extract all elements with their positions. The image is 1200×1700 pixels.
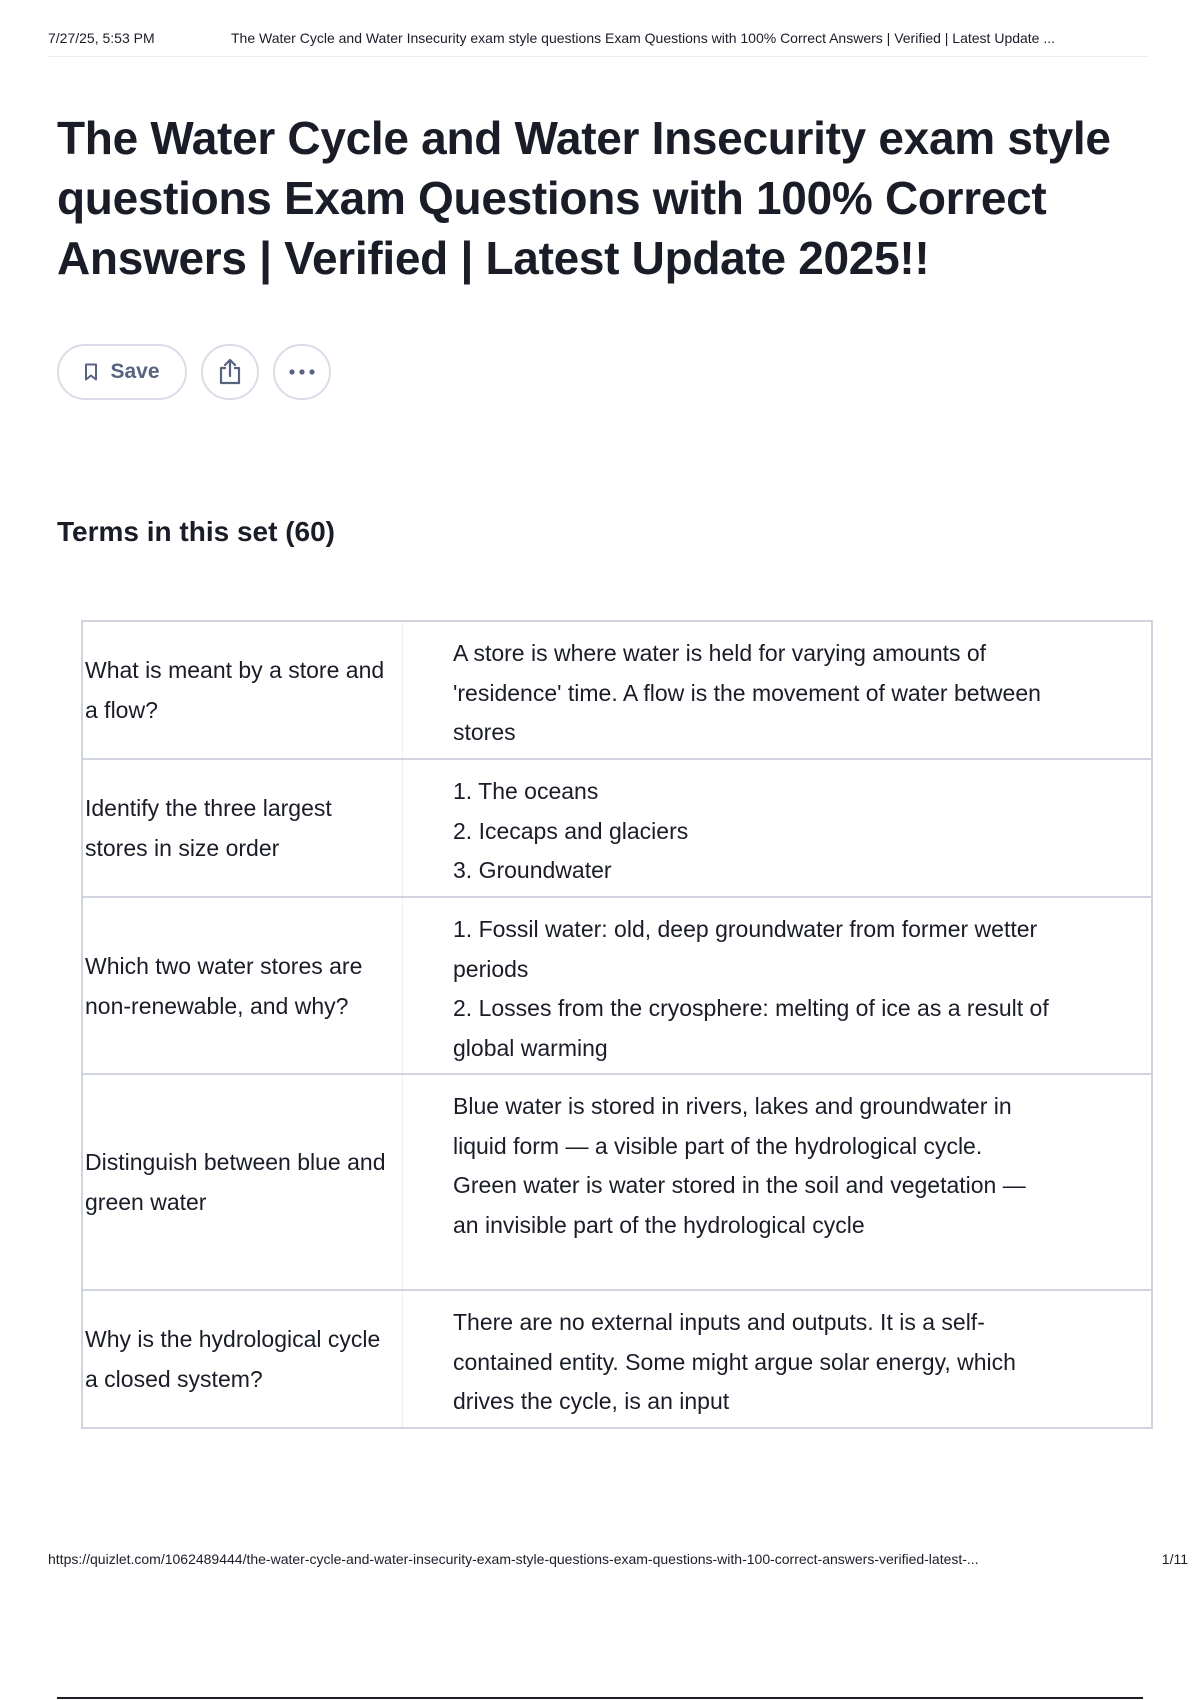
definition-line: There are no external inputs and outputs. It is a self-contained entity. Some might argue solar energy, which drives the cycle, is an input bbox=[453, 1309, 1016, 1414]
share-button[interactable] bbox=[201, 344, 259, 400]
definition-line: 2. Icecaps and glaciers bbox=[453, 817, 689, 844]
print-datetime: 7/27/25, 5:53 PM bbox=[48, 30, 155, 46]
page-title: The Water Cycle and Water Insecurity exam style questions Exam Questions with 100% Correct Answers | Verified | Latest Update 2025!! bbox=[57, 112, 1111, 284]
save-button-label: Save bbox=[110, 360, 160, 383]
term-row bbox=[83, 758, 1151, 896]
bottom-divider bbox=[57, 1697, 1143, 1699]
definition-line: 1. Fossil water: old, deep groundwater from former wetter periods bbox=[453, 916, 1038, 982]
term-row bbox=[83, 1289, 1151, 1427]
definition-text bbox=[403, 1075, 1151, 1289]
term-text: What is meant by a store and a flow? bbox=[83, 622, 403, 758]
share-icon bbox=[217, 358, 243, 386]
definition-line: Blue water is stored in rivers, lakes and groundwater in liquid form — a visible part of the hydrological cycle. Green water is water stored in the soil and vegetation — an invisible part of the hydrological cycle bbox=[453, 1093, 1026, 1238]
term-text: Distinguish between blue and green water bbox=[83, 1075, 403, 1289]
print-document-title: The Water Cycle and Water Insecurity exam style questions Exam Questions with 100% Correct Answers | Verified | Latest Update ... bbox=[231, 30, 1056, 46]
definition-text bbox=[403, 898, 1151, 1073]
term-row bbox=[83, 622, 1151, 758]
page-indicator: 1/11 bbox=[1161, 1551, 1188, 1567]
definition-line: 1. The oceans bbox=[453, 778, 599, 804]
save-button[interactable] bbox=[57, 344, 187, 400]
term-row bbox=[83, 896, 1151, 1073]
more-icon bbox=[288, 368, 316, 376]
term-text: Why is the hydrological cycle a closed system? bbox=[83, 1291, 403, 1427]
definition-line: A store is where water is held for varying amounts of 'residence' time. A flow is the movement of water between stores bbox=[453, 640, 1041, 745]
page-url: https://quizlet.com/1062489444/the-water-cycle-and-water-insecurity-exam-style-questions-exam-questions-with-100-correct-answers-verified-latest-... bbox=[48, 1551, 979, 1567]
definition-line: 3. Groundwater bbox=[453, 857, 612, 883]
print-footer bbox=[48, 1551, 1188, 1571]
term-row bbox=[83, 1073, 1151, 1289]
terms-heading: Terms in this set (60) bbox=[57, 516, 336, 547]
definition-line: 2. Losses from the cryosphere: melting of ice as a result of global warming bbox=[453, 995, 1049, 1061]
header-divider bbox=[48, 56, 1148, 57]
definition-text bbox=[403, 760, 1151, 896]
action-bar bbox=[57, 342, 331, 402]
term-text: Which two water stores are non-renewable, and why? bbox=[83, 898, 403, 1073]
bookmark-icon bbox=[84, 363, 98, 381]
term-text: Identify the three largest stores in size order bbox=[83, 760, 403, 896]
terms-table bbox=[81, 620, 1153, 1429]
definition-text bbox=[403, 622, 1151, 758]
definition-text bbox=[403, 1291, 1151, 1427]
more-options-button[interactable] bbox=[273, 344, 331, 400]
print-header bbox=[48, 30, 1188, 50]
